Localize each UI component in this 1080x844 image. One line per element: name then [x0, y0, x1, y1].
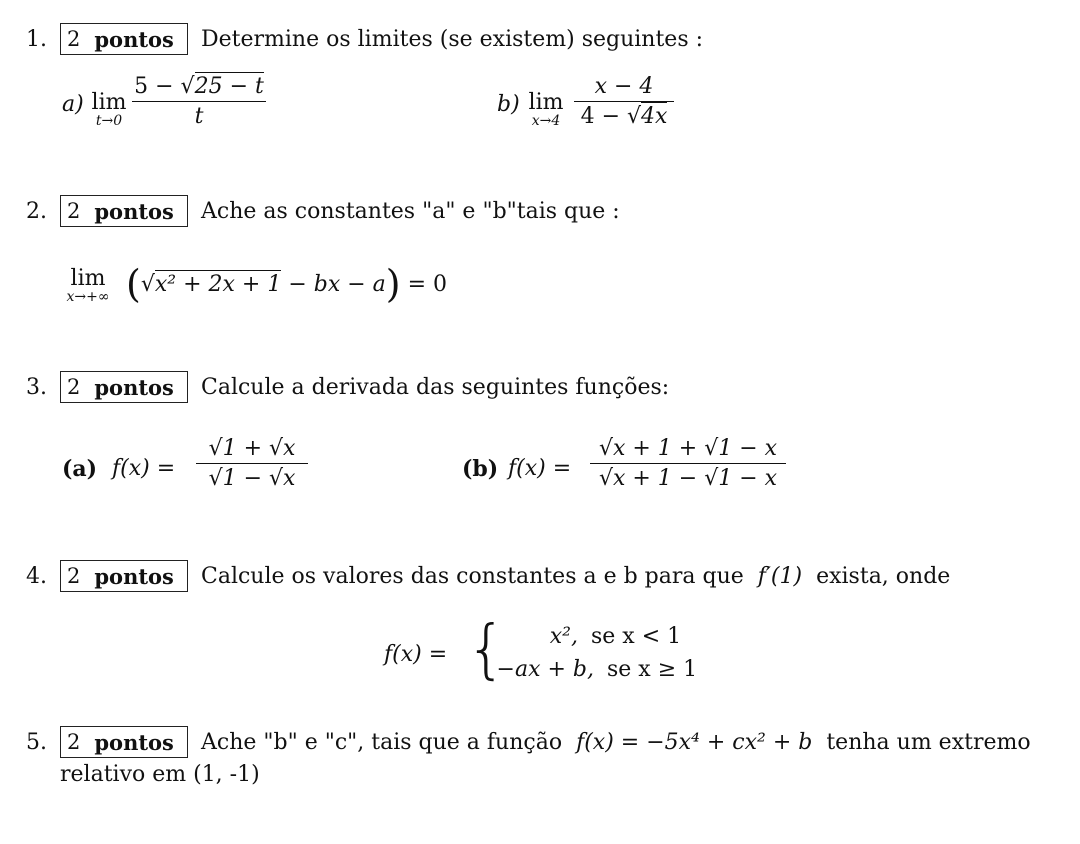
q4-case1: x², se x < 1	[549, 624, 682, 649]
q3b-fraction	[590, 436, 786, 491]
q1a-label: a)	[62, 92, 84, 117]
q3a-fraction	[196, 436, 308, 491]
q4-brace: {	[466, 613, 507, 687]
q4-fprime: f′(1)	[757, 564, 803, 589]
q1a-limit	[88, 90, 130, 129]
q4-number: 4.	[26, 564, 47, 589]
q2-statement: Ache as constantes "a" e "b"tais que :	[201, 199, 620, 224]
q1b-lim-sub: x→4	[531, 113, 561, 129]
q1b-numerator: x − 4	[594, 74, 654, 99]
q3a-numerator: √1 + √x	[208, 436, 296, 461]
q1b-limit	[524, 90, 568, 129]
q4-statement: Calcule os valores das constantes a e b para que f′(1) exista, onde	[201, 564, 951, 589]
q3-points-badge	[60, 371, 188, 403]
q4-points-badge	[60, 560, 188, 592]
q3b-denominator: √x + 1 − √1 − x	[598, 466, 778, 491]
q4-fx: f(x) =	[384, 642, 448, 667]
q5-statement-line2: relativo em (1, -1)	[60, 762, 260, 787]
q5-points-word: pontos	[94, 729, 174, 755]
q1b-lim-word: lim	[528, 90, 564, 115]
q2-points-word: pontos	[94, 198, 174, 224]
q5-points-num: 2	[67, 730, 81, 754]
q1-points-num: 2	[67, 27, 81, 51]
q1b-denominator: 4 − √4x	[580, 104, 668, 129]
q2-lim-word: lim	[70, 266, 106, 291]
q2-rest: − bx − a	[288, 272, 386, 297]
q3b-fx: f(x) =	[508, 456, 572, 481]
q2-number: 2.	[26, 199, 47, 224]
q1a-denominator: t	[194, 104, 204, 129]
q2-expression: (√x² + 2x + 1 − bx − a) = 0	[126, 262, 448, 306]
q1a-lim-word: lim	[91, 90, 127, 115]
q1-statement: Determine os limites (se existem) seguintes :	[201, 27, 704, 52]
q2-radicand: x² + 2x + 1	[154, 272, 282, 297]
q3a-label: (a)	[62, 456, 98, 482]
q4-case2: −ax + b, se x ≥ 1	[496, 657, 698, 682]
q2-points-badge	[60, 195, 188, 227]
q5-statement: Ache "b" e "c", tais que a função f(x) = −5x⁴ + cx² + b tenha um extremo	[201, 730, 1031, 755]
q3b-numerator: √x + 1 + √1 − x	[598, 436, 778, 461]
q2-rhs: = 0	[407, 272, 448, 297]
q1-points-badge	[60, 23, 188, 55]
q1-number: 1.	[26, 27, 47, 52]
q3-points-word: pontos	[94, 374, 174, 400]
q3a-denominator: √1 − √x	[208, 466, 296, 491]
q2-lim-sub: x→+∞	[66, 289, 110, 305]
q3-statement: Calcule a derivada das seguintes funções:	[201, 375, 670, 400]
q4-points-num: 2	[67, 564, 81, 588]
q3b-label: (b)	[462, 456, 499, 482]
q2-points-num: 2	[67, 199, 81, 223]
q4-points-word: pontos	[94, 563, 174, 589]
q1b-fraction	[574, 74, 674, 129]
q1a-fraction	[132, 74, 266, 129]
q1b-label: b)	[497, 92, 520, 117]
q3-points-num: 2	[67, 375, 81, 399]
q2-limit	[56, 266, 120, 305]
q1-points-word: pontos	[94, 26, 174, 52]
q5-formula: f(x) = −5x⁴ + cx² + b	[576, 730, 813, 755]
q1a-lim-sub: t→0	[95, 113, 123, 129]
q5-points-badge	[60, 726, 188, 758]
q5-number: 5.	[26, 730, 47, 755]
q3a-fx: f(x) =	[112, 456, 176, 481]
q1a-numerator: 5 − √25 − t	[134, 74, 264, 99]
q3-number: 3.	[26, 375, 47, 400]
